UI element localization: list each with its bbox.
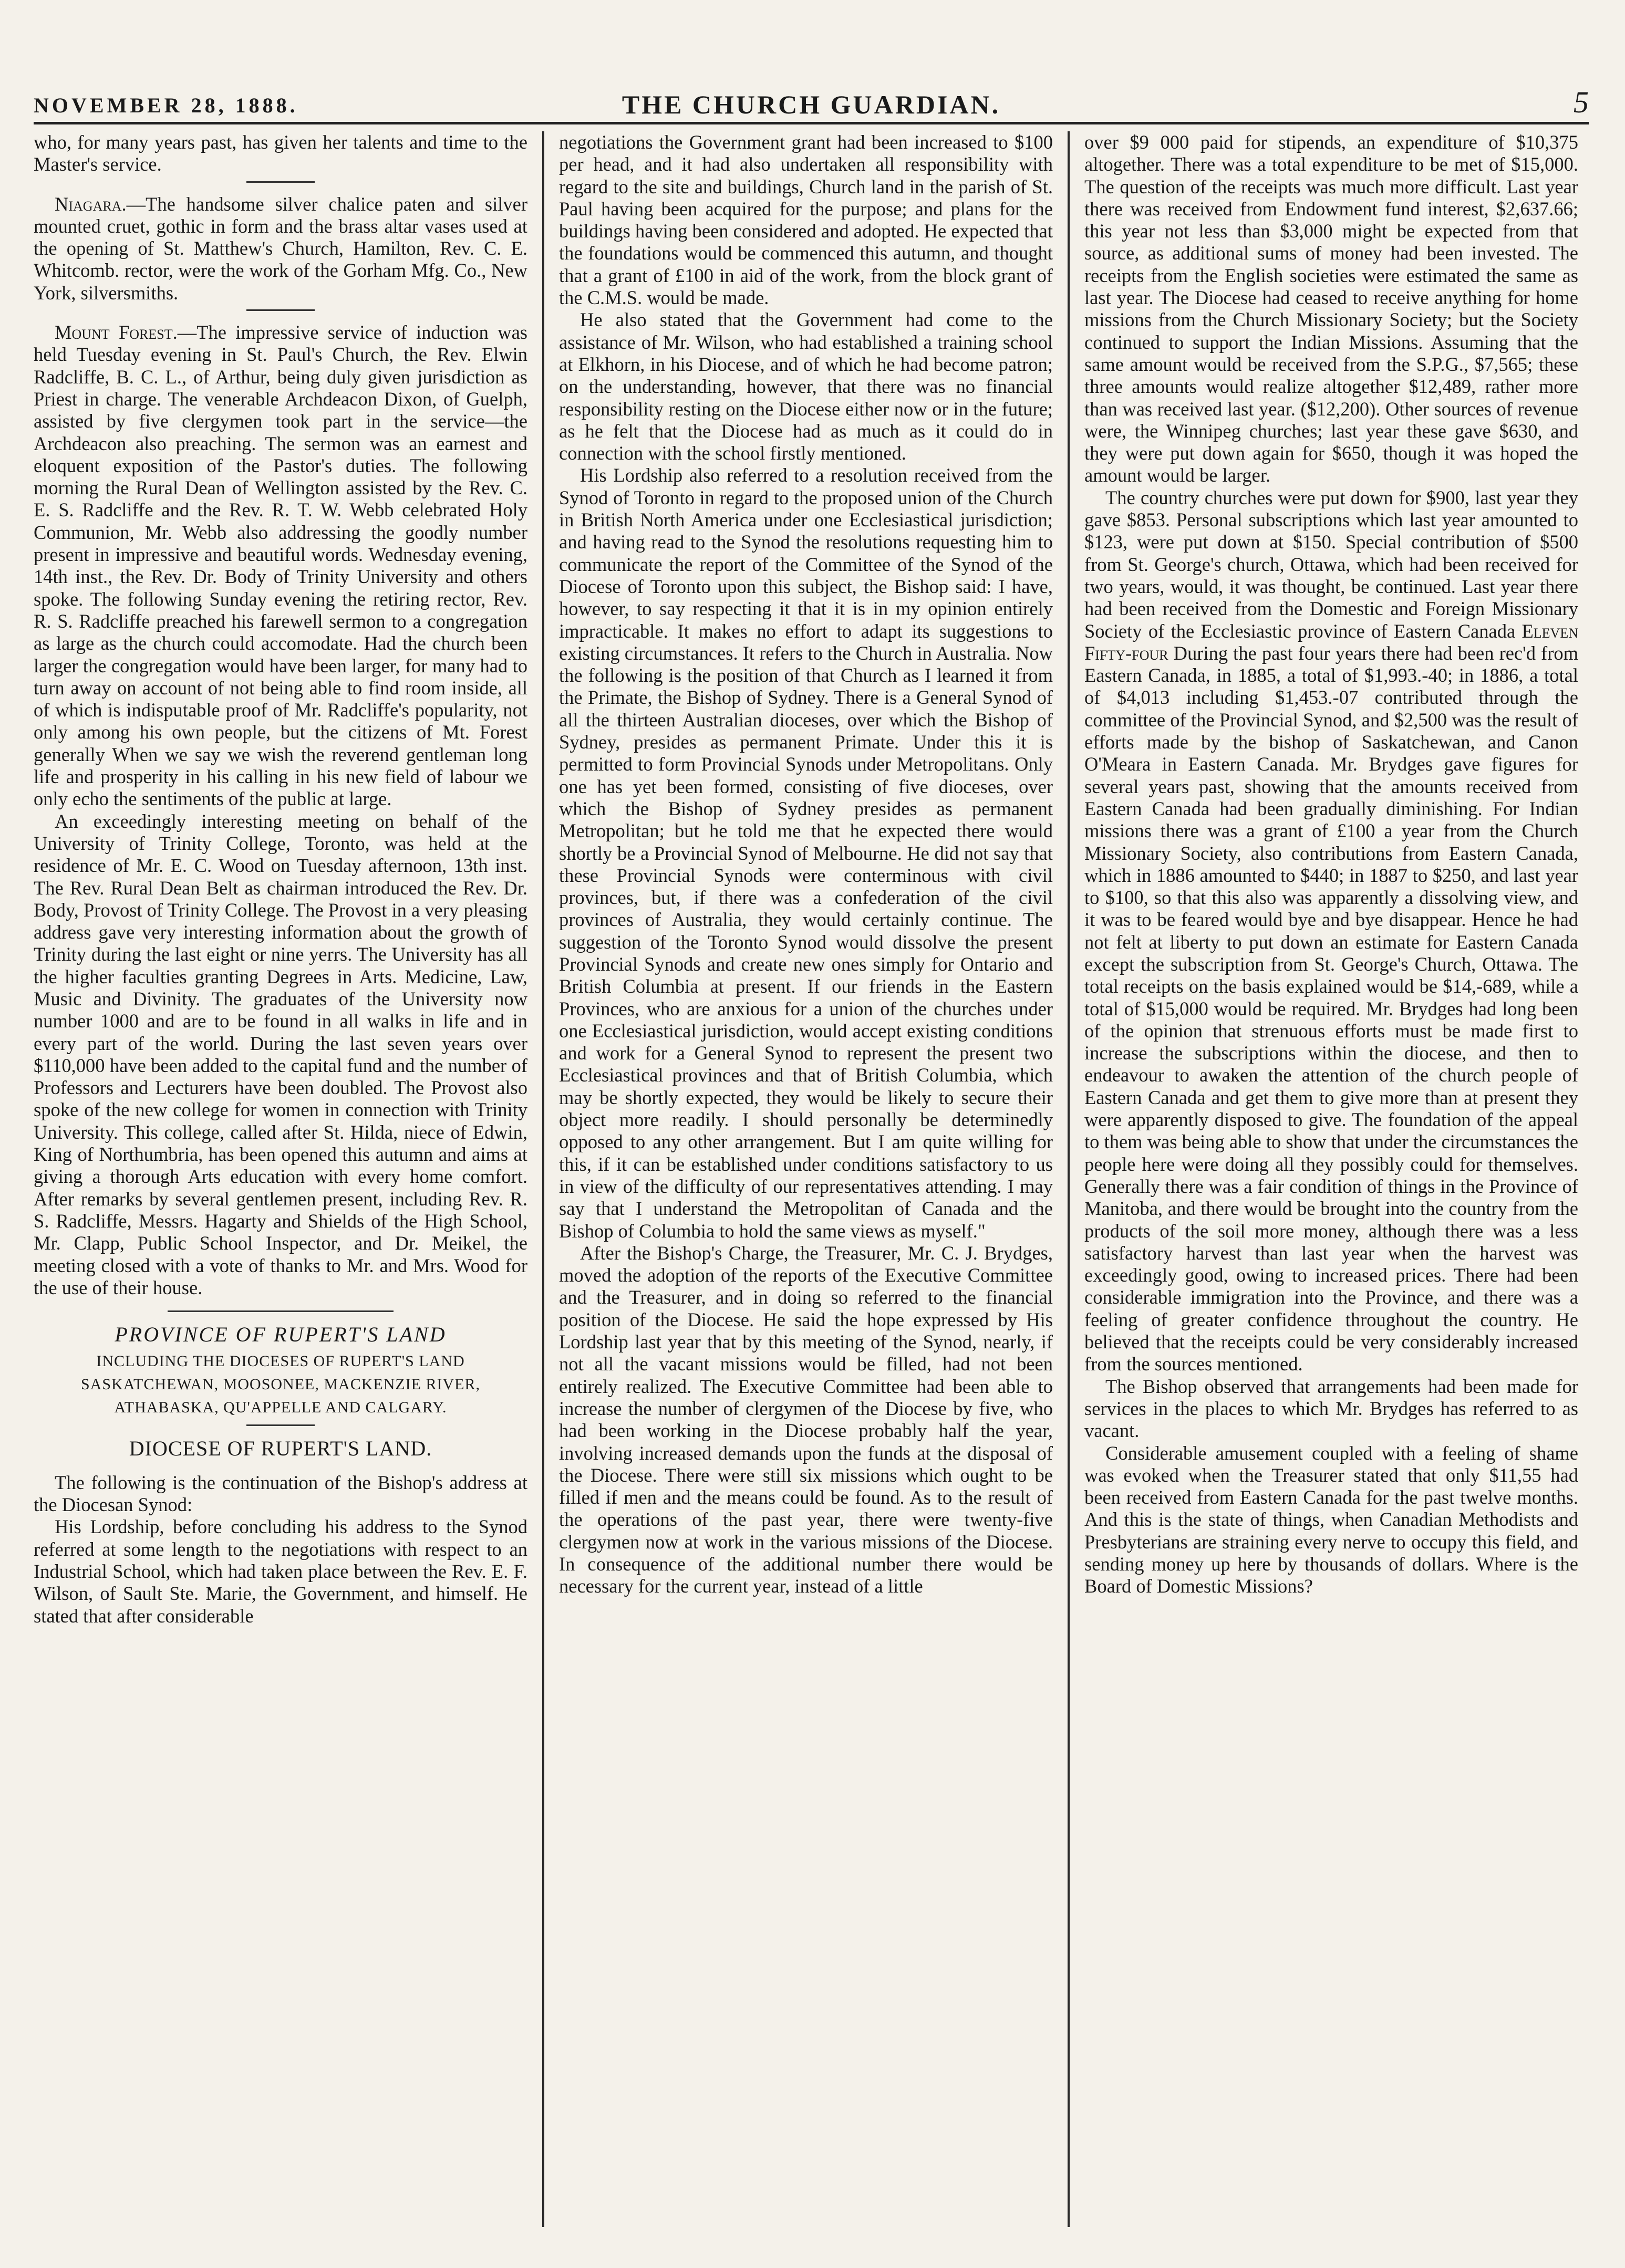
- column-1: [34, 131, 527, 2243]
- article-paragraph: [34, 193, 527, 304]
- article-paragraph: The Bishop observed that arrangements had been made for services in the places to which Mr. Brydges has referred to as vacant.: [1084, 1375, 1578, 1442]
- paragraph-text: —The handsome silver chalice paten and silver mounted cruet, gothic in form and the brass altar vases used at the opening of St. Matthew's Church, Hamilton, Rev. C. E. Whitcomb. rector, were the work of the Gorham Mfg. Co., New York, silversmiths.: [34, 193, 527, 304]
- section-subheading: INCLUDING THE DIOCESES OF RUPERT'S LAND SASKATCHEWAN, MOOSONEE, MACKENZIE RIVER, ATHABASKA, QU'APPELLE AND CALGARY.: [81, 1353, 480, 1417]
- article-paragraph: negotiations the Government grant had been increased to $100 per head, and it had also undertaken all responsibility with regard to the site and buildings, Church land in the parish of St. Paul having been acquired for the purpose; and plans for the buildings having been considered and adopted. He expected that the foundations would be commenced this autumn, and thought that a grant of £100 in aid of the work, from the block grant of the C.M.S. would be made.: [559, 131, 1053, 309]
- article-paragraph: His Lordship, before concluding his address to the Synod referred at some length to the negotiations with respect to an Industrial School, which had taken place between the Rev. E. F. Wilson, of Sault Ste. Marie, the Government, and himself. He stated that after considerable: [34, 1516, 527, 1627]
- column-rule: [542, 131, 544, 2227]
- issue-date: NOVEMBER 28, 1888.: [34, 93, 298, 117]
- article-paragraph: After the Bishop's Charge, the Treasurer, Mr. C. J. Brydges, moved the adoption of the reports of the Executive Committee and the Treasurer, and in doing so referred to the financial position of the Diocese. He said the hope expressed by His Lordship last year that by this meeting of the Synod, nearly, if not all the vacant missions would be filled, had not been entirely realized. The Executive Committee had been able to increase the number of clergymen of the Diocese by five, who had been working in the Diocese probably half the year, involving increased demands upon the funds at the disposal of the Diocese. There were still six missions which ought to be filled if men and the means could be found. As to the result of the operations of the past year, there were twenty-five clergymen now at work in the various missions of the Diocese. In consequence of the additional number there would be necessary for the current year, instead of a little: [559, 1242, 1053, 1597]
- section-heading: PROVINCE OF RUPERT'S LAND: [115, 1323, 447, 1347]
- column-rule: [1068, 131, 1070, 2227]
- place-lead: Niagara.: [55, 193, 127, 215]
- article-paragraph: who, for many years past, has given her talents and time to the Master's service.: [34, 131, 527, 175]
- column-3: [1084, 131, 1578, 2243]
- paragraph-text: During the past four years there had been rec'd from Eastern Canada, in 1885, a total of $1,993.-40; in 1886, a total of $4,013 including $1,453.-07 contributed through the committee of the Provincial Synod, and $2,500 was the result of efforts made by the bishop of Saskatchewan, and Canon O'Meara in Eastern Canada. Mr. Brydges gave figures for several years past, showing that the amounts received from Eastern Canada had been gradually diminishing. For Indian missions there was a grant of £100 a year from the Church Missionary Society, also contributions from Eastern Canada, which in 1886 amounted to $440; in 1887 to $250, and last year to $100, so that this also was apparently a dissolving view, and it was to be feared would bye and bye disappear. Hence he had not felt at liberty to put down an estimate for Eastern Canada except the subscription from St. George's Church, Ottawa. The total receipts on the basis explained would be $14,-689, while a total of $15,000 would be required. Mr. Brydges had long been of the opinion that strenuous efforts must be made first to increase the subscriptions within the diocese, and then to endeavour to awaken the attention of the church people of Eastern Canada and get them to give more than at present they were apparently disposed to give. The foundation of the appeal to them was being able to show that under the circumstances the people here were doing all they possibly could for themselves. Generally there was a fair condition of things in the Province of Manitoba, and there would be brought into the country from the products of the soil more money, although there was a less satisfactory harvest than last year when the harvest was exceedingly good, owing to increased prices. There had been considerable immigration into the Province, and there was a feeling of greater confidence throughout the country. He believed that the receipts could be very considerably increased from the sources mentioned.: [1084, 642, 1578, 1375]
- paragraph-text: The country churches were put down for $900, last year they gave $853. Personal subscriptions which last year amounted to $123, were put down at $150. Special contribution of $500 from St. George's church, Ottawa, which had been received for two years, would, it was thought, be continued. Last year there had been received from the Domestic and Foreign Missionary Society of the Ecclesiastic province of Eastern Canada: [1084, 486, 1578, 642]
- article-paragraph: The following is the continuation of the Bishop's address at the Diocesan Synod:: [34, 1471, 527, 1516]
- article-paragraph: His Lordship also referred to a resolution received from the Synod of Toronto in regard to the proposed union of the Church in British North America under one Ecclesiastical jurisdiction; and having read to the Synod the resolutions requesting him to communicate the report of the Committee of the Synod of the Diocese of Toronto upon this subject, the Bishop said: I have, however, to say respecting it that it is in my opinion entirely impracticable. It makes no effort to adapt its suggestions to existing circumstances. It refers to the Church in Australia. Now the following is the position of that Church as I learned it from the Primate, the Bishop of Sydney. There is a General Synod of all the thirteen Australian dioceses, over which the Bishop of Sydney, presides as permanent Primate. Under this it is permitted to form Provincial Synods under Metropolitans. Only one has yet been formed, consisting of five dioceses, over which the Bishop of Sydney presides as permanent Metropolitan; but he told me that he expected there would shortly be a Provincial Synod of Melbourne. He did not say that these Provincial Synods were conterminous with civil provinces, but, if there was a confederation of the civil provinces of Australia, they would certainly continue. The suggestion of the Toronto Synod would dissolve the present Provincial Synods and create new ones simply for Ontario and British Columbia at present. If our friends in the Eastern Provinces, who are anxious for a union of the churches under one Ecclesiastical jurisdiction, would accept existing conditions and work for a General Synod to represent the present two Ecclesiastical provinces and that of British Columbia, which may be shortly expected, they would be likely to secure their object more readily. I should personally be determinedly opposed to any other arrangement. But I am quite willing for this, if it can be established under conditions satisfactory to us in view of the difficulty of our representatives attending. I may say that I understand the Metropolitan of Canada and the Bishop of Columbia to hold the same views as myself.": [559, 464, 1053, 1242]
- separator-rule: [246, 309, 315, 311]
- article-paragraph: An exceedingly interesting meeting on behalf of the University of Trinity College, Toronto, was held at the residence of Mr. E. C. Wood on Tuesday afternoon, 13th inst. The Rev. Rural Dean Belt as chairman introduced the Rev. Dr. Body, Provost of Trinity College. The Provost in a very pleasing address gave very interesting information about the growth of Trinity during the last eight or nine yerrs. The University has all the higher faculties granting Degrees in Arts. Medicine, Law, Music and Divinity. The graduates of the University now number 1000 and are to be found in all walks in life and in every part of the world. During the last seven years over $110,000 have been added to the capital fund and the number of Professors and Lecturers have been doubled. The Provost also spoke of the new college for women in connection with Trinity University. This college, called after St. Hilda, niece of Edwin, King of Northumbria, has been opened this autumn and aims at giving a thorough Arts education with every home comfort. After remarks by several gentlemen present, including Rev. R. S. Radcliffe, Messrs. Hagarty and Shields of the High School, Mr. Clapp, Public School Inspector, and Dr. Meikel, the meeting closed with a vote of thanks to Mr. and Mrs. Wood for the use of their house.: [34, 810, 527, 1298]
- article-paragraph: Considerable amusement coupled with a feeling of shame was evoked when the Treasurer stated that only $11,55 had been received from Eastern Canada for the past twelve months. And this is the state of things, when Canadian Methodists and Presbyterians are straining every nerve to occupy this field, and sending money up here by thousands of dollars. Where is the Board of Domestic Missions?: [1084, 1442, 1578, 1597]
- paragraph-text: —The impressive service of induction was held Tuesday evening in St. Paul's Church, the Rev. Elwin Radcliffe, B. C. L., of Arthur, being duly given jurisdiction as Priest in charge. The venerable Archdeacon Dixon, of Guelph, assisted by five clergymen took part in the service—the Archdeacon also preaching. The sermon was an earnest and eloquent exposition of the Pastor's duties. The following morning the Rural Dean of Wellington assisted by the Rev. C. E. S. Radcliffe and the Rev. R. T. W. Webb celebrated Holy Communion, Mr. Webb also addressing the goodly number present in impressive and beautiful words. Wednesday evening, 14th inst., the Rev. Dr. Body of Trinity University and others spoke. The following Sunday evening the retiring rector, Rev. R. S. Radcliffe preached his farewell sermon to a congregation as large as the church could accomodate. Had the church been larger the congregation would have been larger, for many had to turn away on account of not being able to find room inside, all of which is indisputable proof of Mr. Radcliffe's popularity, not only among his own people, but the citizens of Mt. Forest generally When we say we wish the reverend gentleman long life and prosperity in his calling in his new field of labour we only echo the sentiments of the public at large.: [34, 321, 527, 810]
- separator-rule: [246, 1424, 315, 1426]
- masthead: [34, 79, 1589, 124]
- diocese-heading: DIOCESE OF RUPERT'S LAND.: [129, 1437, 432, 1461]
- article-paragraph: He also stated that the Government had come to the assistance of Mr. Wilson, who had established a training school at Elkhorn, in his Diocese, and of which he had become patron; on the understanding, however, that there was no financial responsibility resting on the Diocese either now or in the future; as he felt that the Diocese had as much as it could do in connection with the school firstly mentioned.: [559, 309, 1053, 464]
- amount-small-caps: Eleven Fifty-four: [1084, 620, 1578, 664]
- article-paragraph: [1084, 487, 1578, 1376]
- separator-rule: [168, 1310, 394, 1312]
- column-2: [559, 131, 1053, 2243]
- page-number: 5: [1574, 85, 1589, 119]
- place-lead: Mount Forest.: [55, 321, 178, 344]
- article-paragraph: over $9 000 paid for stipends, an expenditure of $10,375 altogether. There was a total expenditure to be met of $15,000. The question of the receipts was much more difficult. Last year there was received from Endowment fund interest, $2,637.66; this year not less than $3,000 might be expected from that source, as additional sums of money had been invested. The receipts from the English societies were estimated the same as last year. The Diocese had ceased to receive anything for home missions from the Church Missionary Society; but the Society continued to support the Indian Missions. Assuming that the same amount would be received from the S.P.G., $7,565; these three amounts would realize altogether $12,489, rather more than was received last year. ($12,200). Other sources of revenue were, the Winnipeg churches; last year these gave $630, and they were put down again for $650, though it was hoped the amount would be larger.: [1084, 131, 1578, 486]
- newspaper-title: THE CHURCH GUARDIAN.: [622, 90, 1001, 119]
- separator-rule: [246, 181, 315, 183]
- article-paragraph: [34, 321, 527, 810]
